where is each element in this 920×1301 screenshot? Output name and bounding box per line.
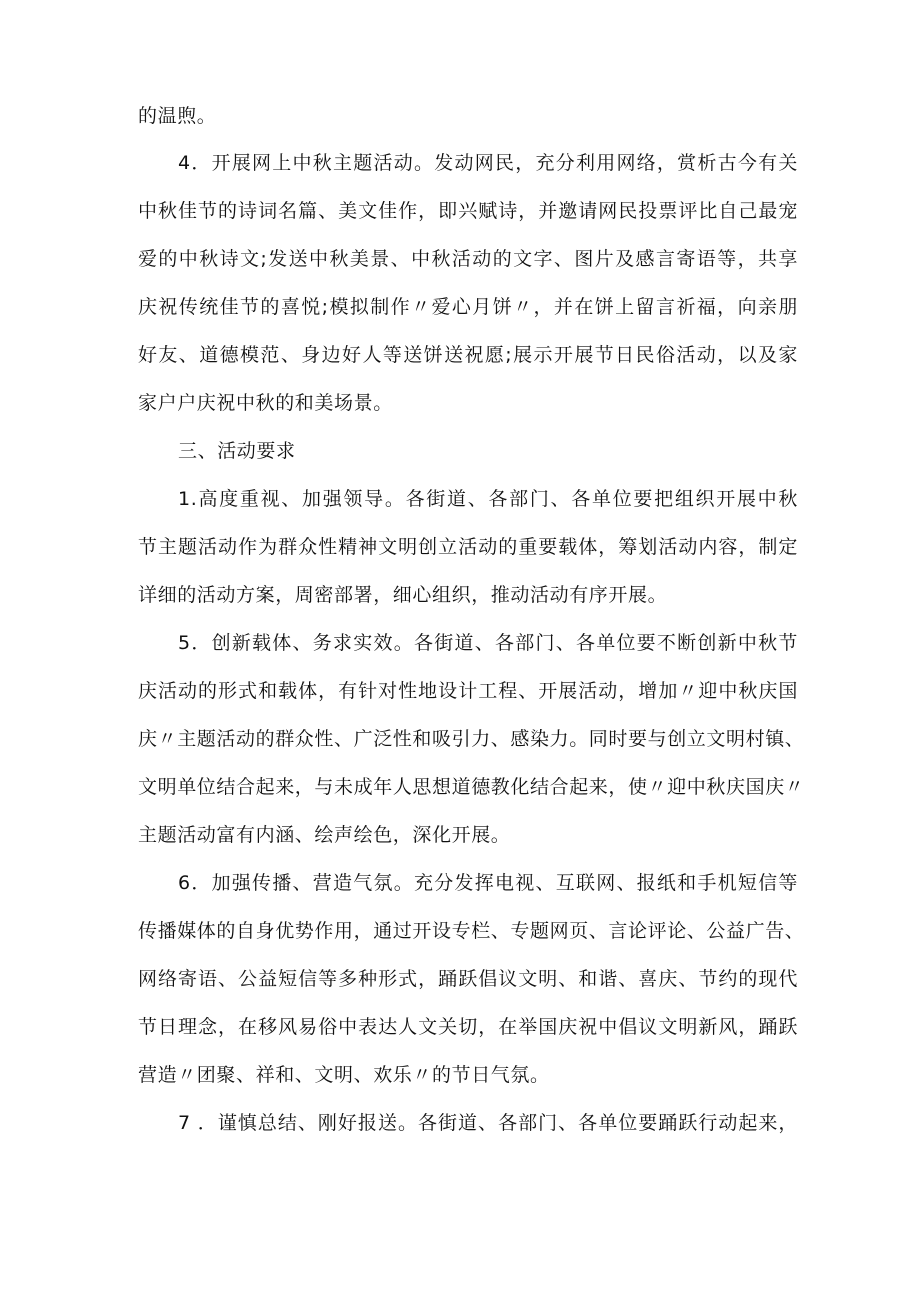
text-line: 营造〃团聚、祥和、文明、欢乐〃的节日气氛。: [138, 1064, 550, 1086]
paragraph-first-line: 4．开展网上中秋主题活动。发动网民，充分利用网络，赏析古今有关: [178, 152, 798, 174]
text-line: 的温煦。: [138, 105, 217, 127]
text-line: 主题活动富有内涵、绘声绘色，深化开展。: [138, 824, 511, 846]
text-line: 爱的中秋诗文;发送中秋美景、中秋活动的文字、图片及感言寄语等，共享: [138, 248, 798, 270]
paragraph-first-line: 1.高度重视、加强领导。各街道、各部门、各单位要把组织开展中秋: [178, 488, 798, 510]
section-heading: 三、活动要求: [178, 440, 296, 462]
text-line: 传播媒体的自身优势作用，通过开设专栏、专题网页、言论评论、公益广告、: [138, 920, 805, 942]
text-line: 庆祝传统佳节的喜悦;模拟制作〃爱心月饼〃，并在饼上留言祈福，向亲朋: [138, 296, 798, 318]
text-line: 好友、道德模范、身边好人等送饼送祝愿;展示开展节日民俗活动，以及家: [138, 344, 798, 366]
text-line: 节主题活动作为群众性精神文明创立活动的重要载体，筹划活动内容，制定: [138, 536, 798, 558]
text-line: 中秋佳节的诗词名篇、美文佳作，即兴赋诗，并邀请网民投票评比自己最宠: [138, 200, 798, 222]
paragraph-first-line: 5．创新载体、务求实效。各街道、各部门、各单位要不断创新中秋节: [178, 632, 798, 654]
text-line: 庆活动的形式和载体，有针对性地设计工程、开展活动，增加〃迎中秋庆国: [138, 680, 798, 702]
text-line: 节日理念，在移风易俗中表达人文关切，在举国庆祝中倡议文明新风，踊跃: [138, 1016, 798, 1038]
text-line: 家户户庆祝中秋的和美场景。: [138, 392, 393, 414]
paragraph-first-line: 7 ．谨慎总结、刚好报送。各街道、各部门、各单位要踊跃行动起来，: [178, 1112, 798, 1134]
text-line: 庆〃主题活动的群众性、广泛性和吸引力、感染力。同时要与创立文明村镇、: [138, 728, 805, 750]
text-line: 详细的活动方案，周密部署，细心组织，推动活动有序开展。: [138, 584, 668, 606]
text-line: 文明单位结合起来，与未成年人思想道德教化结合起来，使〃迎中秋庆国庆〃: [138, 776, 805, 798]
paragraph-first-line: 6．加强传播、营造气氛。充分发挥电视、互联网、报纸和手机短信等: [178, 872, 798, 894]
text-line: 网络寄语、公益短信等多种形式，踊跃倡议文明、和谐、喜庆、节约的现代: [138, 968, 798, 990]
